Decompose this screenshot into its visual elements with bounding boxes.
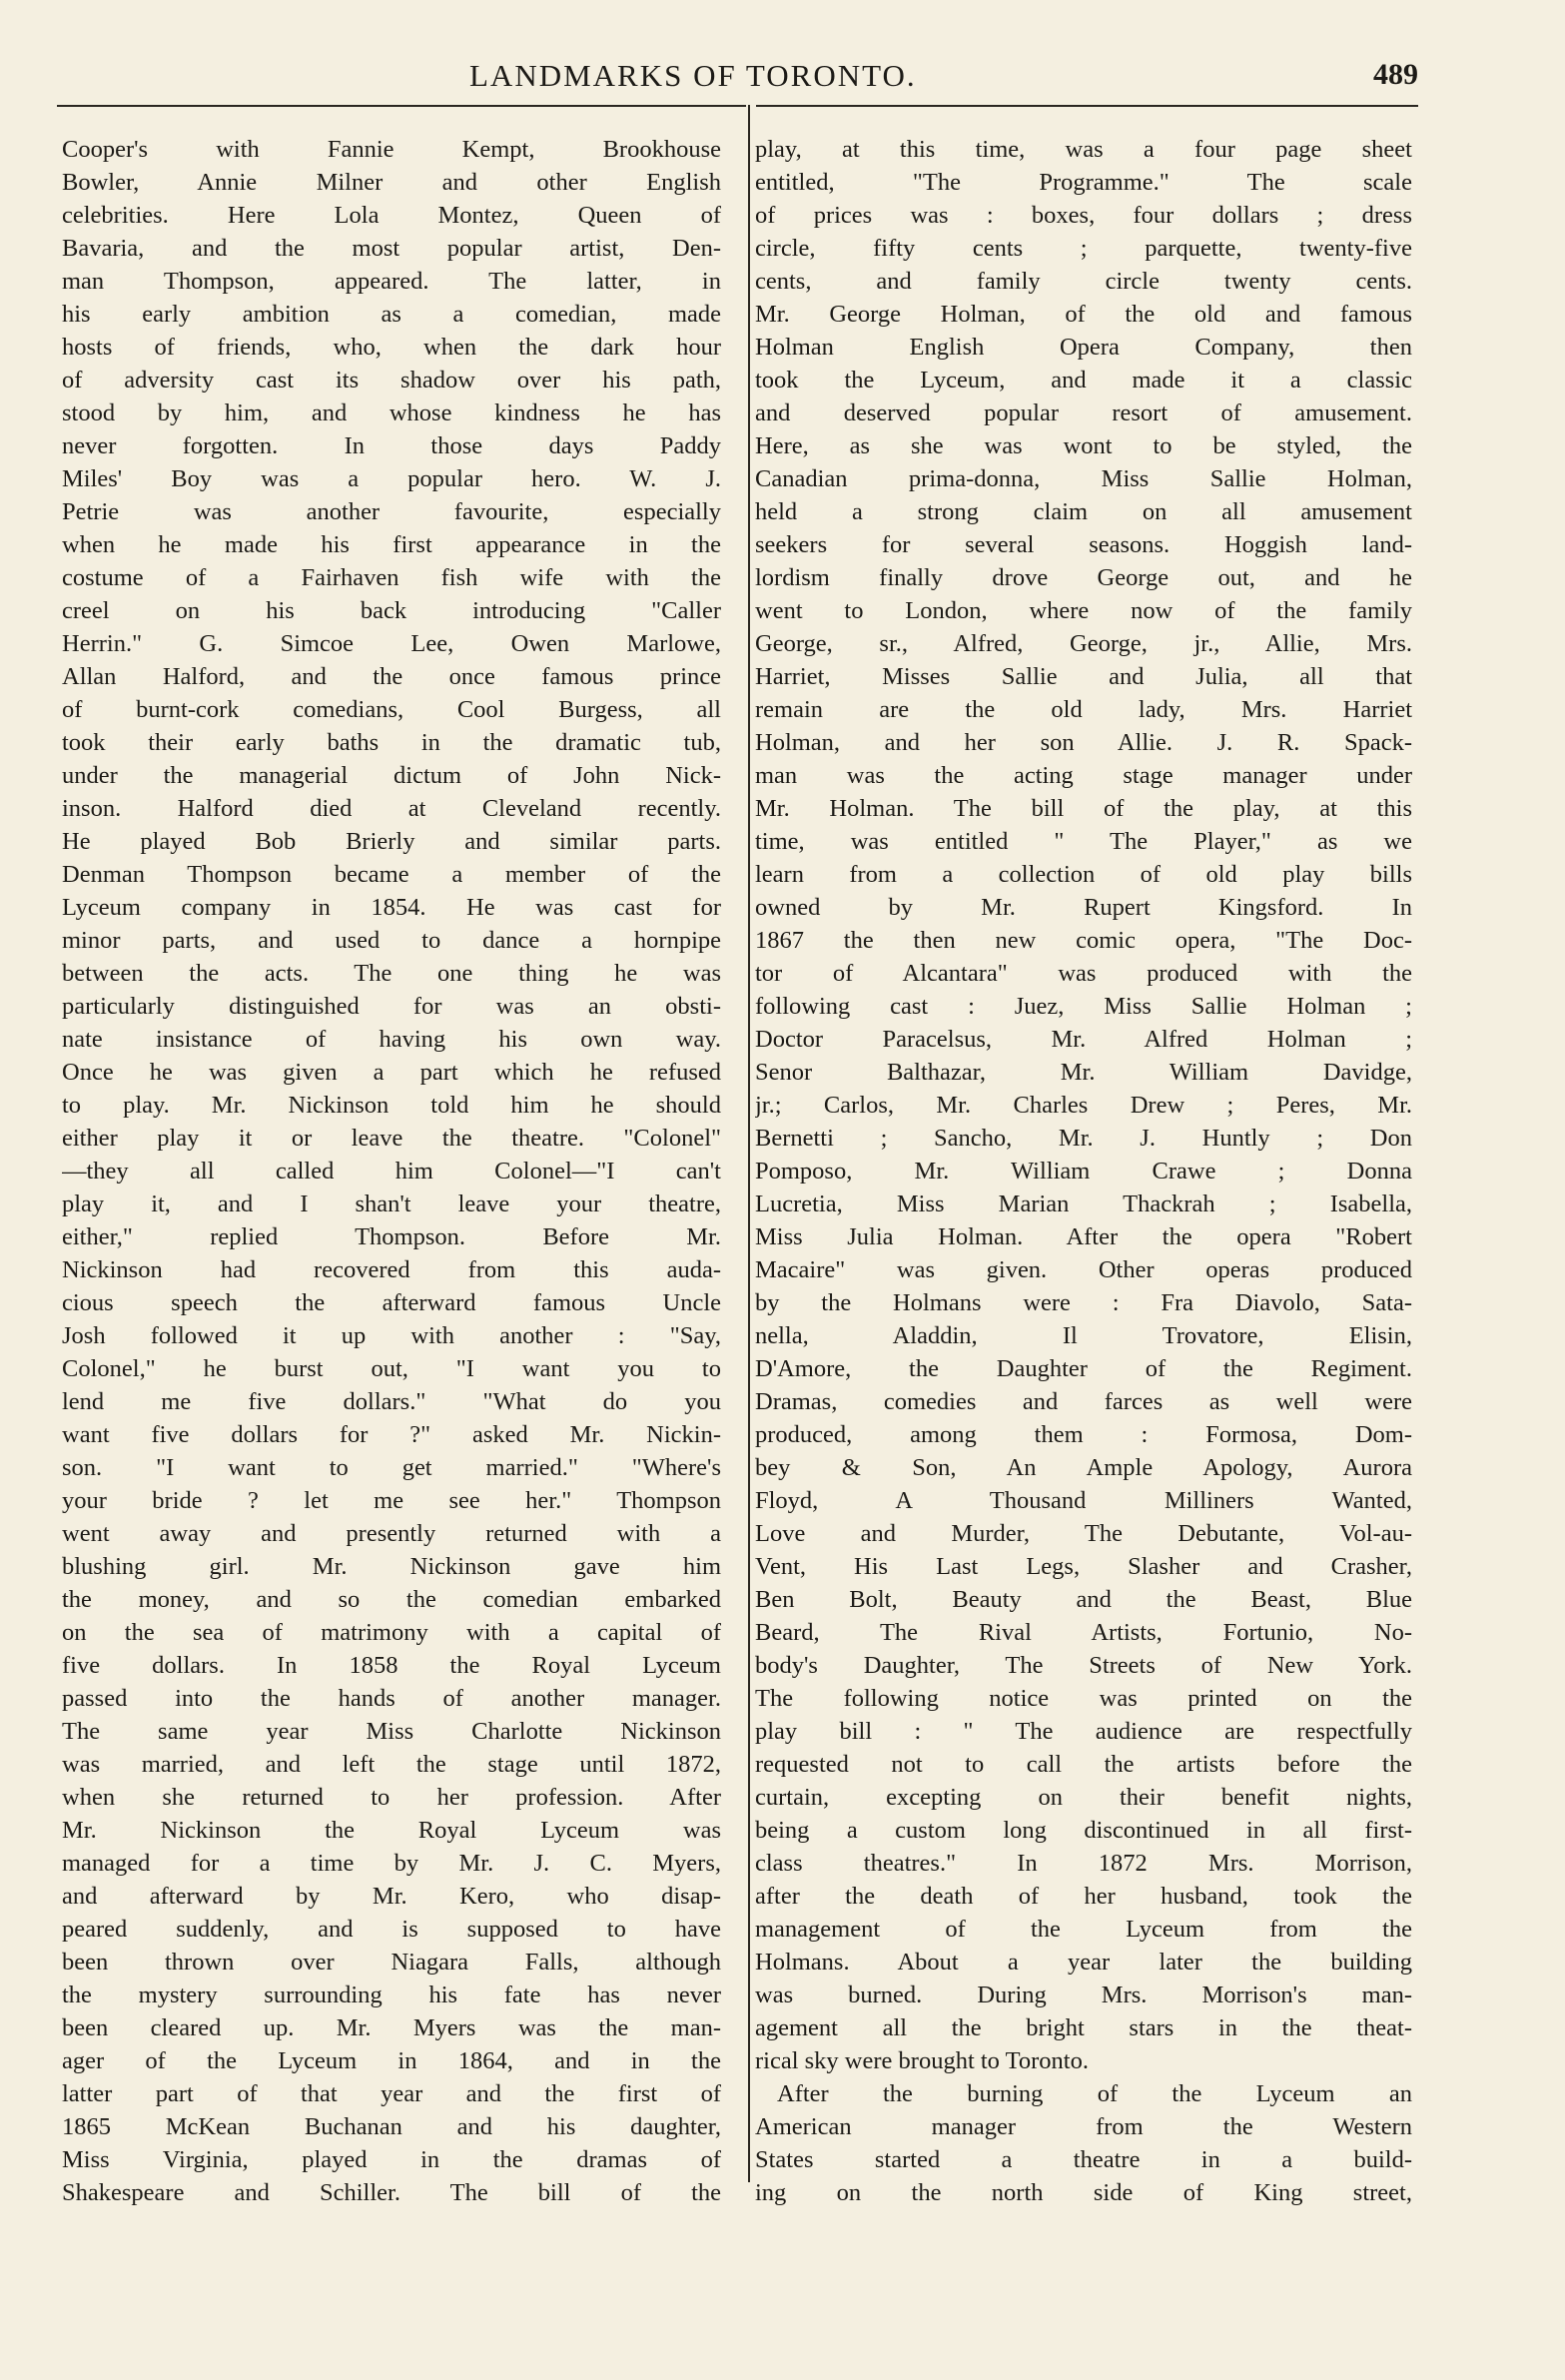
text-line: held a strong claim on all amusement xyxy=(755,498,1412,525)
text-line: Bowler, Annie Milner and other English xyxy=(62,169,721,196)
text-line: passed into the hands of another manager. xyxy=(62,1685,721,1712)
text-line: Denman Thompson became a member of the xyxy=(62,861,721,888)
text-line: particularly distinguished for was an obsti- xyxy=(62,993,721,1020)
text-line: Mr. Holman. The bill of the play, at this xyxy=(755,795,1412,822)
text-line: when she returned to her profession. After xyxy=(62,1784,721,1811)
text-line: Mr. George Holman, of the old and famous xyxy=(755,301,1412,328)
text-line: when he made his first appearance in the xyxy=(62,531,721,558)
text-line: either play it or leave the theatre. "Colonel" xyxy=(62,1125,721,1152)
text-line: nate insistance of having his own way. xyxy=(62,1026,721,1053)
text-line: being a custom long discontinued in all first- xyxy=(755,1817,1412,1844)
text-line: Floyd, A Thousand Milliners Wanted, xyxy=(755,1487,1412,1514)
text-line: Bernetti ; Sancho, Mr. J. Huntly ; Don xyxy=(755,1125,1412,1152)
text-line: tor of Alcantara" was produced with the xyxy=(755,960,1412,987)
text-line: by the Holmans were : Fra Diavolo, Sata- xyxy=(755,1289,1412,1316)
text-line: hosts of friends, who, when the dark hour xyxy=(62,334,721,361)
text-line: D'Amore, the Daughter of the Regiment. xyxy=(755,1355,1412,1382)
text-line: want five dollars for ?" asked Mr. Nickin- xyxy=(62,1421,721,1448)
column-divider xyxy=(748,105,750,2182)
text-line: States started a theatre in a build- xyxy=(755,2146,1412,2173)
text-line: on the sea of matrimony with a capital of xyxy=(62,1619,721,1646)
text-line: managed for a time by Mr. J. C. Myers, xyxy=(62,1850,721,1877)
text-line: Miss Julia Holman. After the opera "Robert xyxy=(755,1223,1412,1250)
text-line: body's Daughter, The Streets of New York. xyxy=(755,1652,1412,1679)
text-line: between the acts. The one thing he was xyxy=(62,960,721,987)
text-line: costume of a Fairhaven fish wife with the xyxy=(62,564,721,591)
text-line: Bavaria, and the most popular artist, Den- xyxy=(62,235,721,262)
text-line: his early ambition as a comedian, made xyxy=(62,301,721,328)
text-line: under the managerial dictum of John Nick- xyxy=(62,762,721,789)
text-line: Senor Balthazar, Mr. William Davidge, xyxy=(755,1059,1412,1086)
text-line: requested not to call the artists before the xyxy=(755,1751,1412,1778)
text-line: Colonel," he burst out, "I want you to xyxy=(62,1355,721,1382)
text-line: play, at this time, was a four page sheet xyxy=(755,136,1412,163)
text-line: Vent, His Last Legs, Slasher and Crasher, xyxy=(755,1553,1412,1580)
text-line: took the Lyceum, and made it a classic xyxy=(755,367,1412,394)
text-line: ing on the north side of King street, xyxy=(755,2179,1412,2206)
text-line: took their early baths in the dramatic tub, xyxy=(62,729,721,756)
text-line: play bill : " The audience are respectfully xyxy=(755,1718,1412,1745)
text-line: produced, among them : Formosa, Dom- xyxy=(755,1421,1412,1448)
text-line: the mystery surrounding his fate has never xyxy=(62,1982,721,2008)
text-line: Harriet, Misses Sallie and Julia, all that xyxy=(755,663,1412,690)
text-line: Once he was given a part which he refused xyxy=(62,1059,721,1086)
text-line: Lyceum company in 1854. He was cast for xyxy=(62,894,721,921)
text-line: Dramas, comedies and farces as well were xyxy=(755,1388,1412,1415)
text-line: curtain, excepting on their benefit nights, xyxy=(755,1784,1412,1811)
text-line: The following notice was printed on the xyxy=(755,1685,1412,1712)
text-line: Ben Bolt, Beauty and the Beast, Blue xyxy=(755,1586,1412,1613)
text-line: Lucretia, Miss Marian Thackrah ; Isabella, xyxy=(755,1190,1412,1217)
header-rule-left xyxy=(57,105,746,107)
text-line: went away and presently returned with a xyxy=(62,1520,721,1547)
text-line: agement all the bright stars in the theat- xyxy=(755,2014,1412,2041)
text-line: jr.; Carlos, Mr. Charles Drew ; Peres, Mr. xyxy=(755,1092,1412,1119)
text-line: He played Bob Brierly and similar parts. xyxy=(62,828,721,855)
text-line: The same year Miss Charlotte Nickinson xyxy=(62,1718,721,1745)
text-line: and afterward by Mr. Kero, who disap- xyxy=(62,1883,721,1910)
text-line: learn from a collection of old play bills xyxy=(755,861,1412,888)
text-line: Miss Virginia, played in the dramas of xyxy=(62,2146,721,2173)
text-line: time, was entitled " The Player," as we xyxy=(755,828,1412,855)
text-line: inson. Halford died at Cleveland recently. xyxy=(62,795,721,822)
running-header xyxy=(60,58,1418,108)
text-line: American manager from the Western xyxy=(755,2113,1412,2140)
text-line: been cleared up. Mr. Myers was the man- xyxy=(62,2014,721,2041)
text-line: Petrie was another favourite, especially xyxy=(62,498,721,525)
text-line: George, sr., Alfred, George, jr., Allie, Mrs. xyxy=(755,630,1412,657)
text-line: the money, and so the comedian embarked xyxy=(62,1586,721,1613)
text-line: Doctor Paracelsus, Mr. Alfred Holman ; xyxy=(755,1026,1412,1053)
text-line: Holman, and her son Allie. J. R. Spack- xyxy=(755,729,1412,756)
text-line: creel on his back introducing "Caller xyxy=(62,597,721,624)
text-line: your bride ? let me see her." Thompson xyxy=(62,1487,721,1514)
text-line: and deserved popular resort of amusement. xyxy=(755,399,1412,426)
text-line: nella, Aladdin, Il Trovatore, Elisin, xyxy=(755,1322,1412,1349)
text-line: of burnt-cork comedians, Cool Burgess, all xyxy=(62,696,721,723)
text-line: circle, fifty cents ; parquette, twenty-five xyxy=(755,235,1412,262)
text-line: lend me five dollars." "What do you xyxy=(62,1388,721,1415)
text-line: entitled, "The Programme." The scale xyxy=(755,169,1412,196)
text-line: blushing girl. Mr. Nickinson gave him xyxy=(62,1553,721,1580)
header-rule-right xyxy=(756,105,1418,107)
text-line: Mr. Nickinson the Royal Lyceum was xyxy=(62,1817,721,1844)
text-line: Canadian prima-donna, Miss Sallie Holman, xyxy=(755,465,1412,492)
text-line: to play. Mr. Nickinson told him he should xyxy=(62,1092,721,1119)
text-line: five dollars. In 1858 the Royal Lyceum xyxy=(62,1652,721,1679)
text-line: cents, and family circle twenty cents. xyxy=(755,268,1412,295)
right-column xyxy=(755,133,1412,2210)
text-line: Macaire" was given. Other operas produced xyxy=(755,1256,1412,1283)
text-line: went to London, where now of the family xyxy=(755,597,1412,624)
text-line: Holmans. About a year later the building xyxy=(755,1949,1412,1976)
text-line: management of the Lyceum from the xyxy=(755,1916,1412,1943)
text-line: After the burning of the Lyceum an xyxy=(777,2080,1412,2107)
text-line: Here, as she was wont to be styled, the xyxy=(755,432,1412,459)
text-line: man Thompson, appeared. The latter, in xyxy=(62,268,721,295)
text-line: Herrin." G. Simcoe Lee, Owen Marlowe, xyxy=(62,630,721,657)
text-line: either," replied Thompson. Before Mr. xyxy=(62,1223,721,1250)
text-line: man was the acting stage manager under xyxy=(755,762,1412,789)
text-line: remain are the old lady, Mrs. Harriet xyxy=(755,696,1412,723)
text-line: celebrities. Here Lola Montez, Queen of xyxy=(62,202,721,229)
text-line: stood by him, and whose kindness he has xyxy=(62,399,721,426)
text-line: Holman English Opera Company, then xyxy=(755,334,1412,361)
text-line: rical sky were brought to Toronto. xyxy=(755,2047,1089,2074)
text-line: owned by Mr. Rupert Kingsford. In xyxy=(755,894,1412,921)
text-line: son. "I want to get married." "Where's xyxy=(62,1454,721,1481)
text-line: Josh followed it up with another : "Say, xyxy=(62,1322,721,1349)
text-line: Pomposo, Mr. William Crawe ; Donna xyxy=(755,1158,1412,1185)
text-line: was burned. During Mrs. Morrison's man- xyxy=(755,1982,1412,2008)
text-line: class theatres." In 1872 Mrs. Morrison, xyxy=(755,1850,1412,1877)
text-line: peared suddenly, and is supposed to have xyxy=(62,1916,721,1943)
text-line: bey & Son, An Ample Apology, Aurora xyxy=(755,1454,1412,1481)
page-number: 489 xyxy=(1373,58,1418,91)
text-line: seekers for several seasons. Hoggish land- xyxy=(755,531,1412,558)
text-line: following cast : Juez, Miss Sallie Holman ; xyxy=(755,993,1412,1020)
text-line: minor parts, and used to dance a hornpipe xyxy=(62,927,721,954)
text-line: Beard, The Rival Artists, Fortunio, No- xyxy=(755,1619,1412,1646)
text-line: cious speech the afterward famous Uncle xyxy=(62,1289,721,1316)
text-line: ager of the Lyceum in 1864, and in the xyxy=(62,2047,721,2074)
text-line: after the death of her husband, took the xyxy=(755,1883,1412,1910)
running-title: LANDMARKS OF TORONTO. xyxy=(469,58,917,93)
text-line: Cooper's with Fannie Kempt, Brookhouse xyxy=(62,136,721,163)
text-line: was married, and left the stage until 1872, xyxy=(62,1751,721,1778)
text-line: latter part of that year and the first of xyxy=(62,2080,721,2107)
text-line: Allan Halford, and the once famous prince xyxy=(62,663,721,690)
text-line: Miles' Boy was a popular hero. W. J. xyxy=(62,465,721,492)
left-column xyxy=(62,133,721,2210)
text-line: Nickinson had recovered from this auda- xyxy=(62,1256,721,1283)
text-line: Love and Murder, The Debutante, Vol-au- xyxy=(755,1520,1412,1547)
text-line: of prices was : boxes, four dollars ; dress xyxy=(755,202,1412,229)
text-line: been thrown over Niagara Falls, although xyxy=(62,1949,721,1976)
text-line: lordism finally drove George out, and he xyxy=(755,564,1412,591)
text-line: 1867 the then new comic opera, "The Doc- xyxy=(755,927,1412,954)
text-line: Shakespeare and Schiller. The bill of the xyxy=(62,2179,721,2206)
text-line: —they all called him Colonel—"I can't xyxy=(62,1158,721,1185)
text-line: 1865 McKean Buchanan and his daughter, xyxy=(62,2113,721,2140)
text-line: play it, and I shan't leave your theatre, xyxy=(62,1190,721,1217)
text-line: of adversity cast its shadow over his path, xyxy=(62,367,721,394)
text-line: never forgotten. In those days Paddy xyxy=(62,432,721,459)
